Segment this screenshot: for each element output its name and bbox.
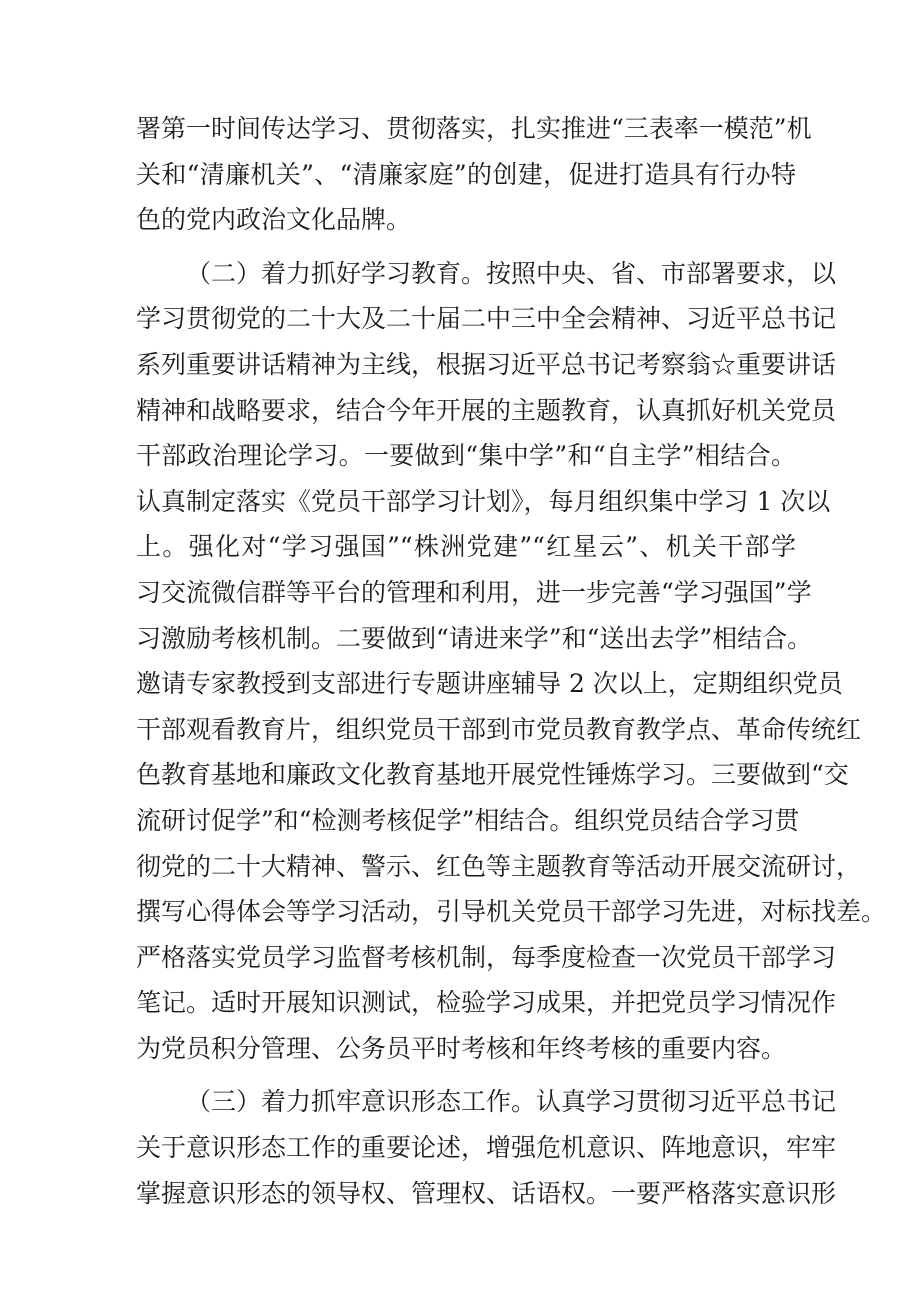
paragraph-line: 系列重要讲话精神为主线，根据习近平总书记考察翁☆重要讲话	[136, 349, 837, 379]
paragraph-line: 色的党内政治文化品牌。	[136, 205, 412, 235]
paragraph-2	[136, 251, 887, 1072]
paragraph-line: 为党员积分管理、公务员平时考核和年终考核的重要内容。	[136, 1033, 787, 1063]
paragraph-line: 彻党的二十大精神、警示、红色等主题教育等活动开展交流研讨，	[136, 851, 862, 881]
paragraph-line: 掌握意识形态的领导权、管理权、话语权。一要严格落实意识形	[136, 1178, 837, 1208]
paragraph-line: 笔记。适时开展知识测试，检验学习成果，并把党员学习情况作	[136, 988, 837, 1018]
paragraph-line: 干部观看教育片，组织党员干部到市党员教育教学点、革命传统红	[136, 714, 862, 744]
paragraph-line: 习交流微信群等平台的管理和利用，进一步完善“学习强国”学	[136, 577, 812, 607]
paragraph-line: （二）着力抓好学习教育。按照中央、省、市部署要求，以	[186, 258, 837, 288]
paragraph-line: 关和“清廉机关”、“清廉家庭”的创建，促进打造具有行办特	[136, 159, 796, 189]
document-body	[136, 106, 887, 1216]
paragraph-line: 流研讨促学”和“检测考核促学”相结合。组织党员结合学习贯	[136, 805, 800, 835]
paragraph-line: （三）着力抓牢意识形态工作。认真学习贯彻习近平总书记	[186, 1087, 837, 1117]
paragraph-line: 邀请专家教授到支部进行专题讲座辅导 2 次以上，定期组织党员	[136, 669, 843, 699]
paragraph-line: 严格落实党员学习监督考核机制，每季度检查一次党员干部学习	[136, 942, 837, 972]
paragraph-line: 色教育基地和廉政文化教育基地开展党性锤炼学习。三要做到“交	[136, 760, 849, 790]
paragraph-line: 上。强化对“学习强国”“株洲党建”“红星云”、机关干部学	[136, 532, 796, 562]
paragraph-line: 署第一时间传达学习、贯彻落实，扎实推进“三表率一模范”机	[136, 114, 812, 143]
paragraph-line: 习激励考核机制。二要做到“请进来学”和“送出去学”相结合。	[136, 623, 813, 653]
paragraph-3	[136, 1079, 837, 1216]
paragraph-line: 关于意识形态工作的重要论述，增强危机意识、阵地意识，牢牢	[136, 1133, 837, 1163]
paragraph-line: 撰写心得体会等学习活动，引导机关党员干部学习先进，对标找差。	[136, 897, 887, 927]
paragraph-1	[136, 106, 812, 243]
paragraph-line: 精神和战略要求，结合今年开展的主题教育，认真抓好机关党员	[136, 395, 837, 425]
paragraph-line: 学习贯彻党的二十大及二十届二中三中全会精神、习近平总书记	[136, 304, 837, 334]
paragraph-line: 干部政治理论学习。一要做到“集中学”和“自主学”相结合。	[136, 441, 796, 471]
paragraph-line: 认真制定落实《党员干部学习计划》，每月组织集中学习 1 次以	[136, 486, 831, 516]
